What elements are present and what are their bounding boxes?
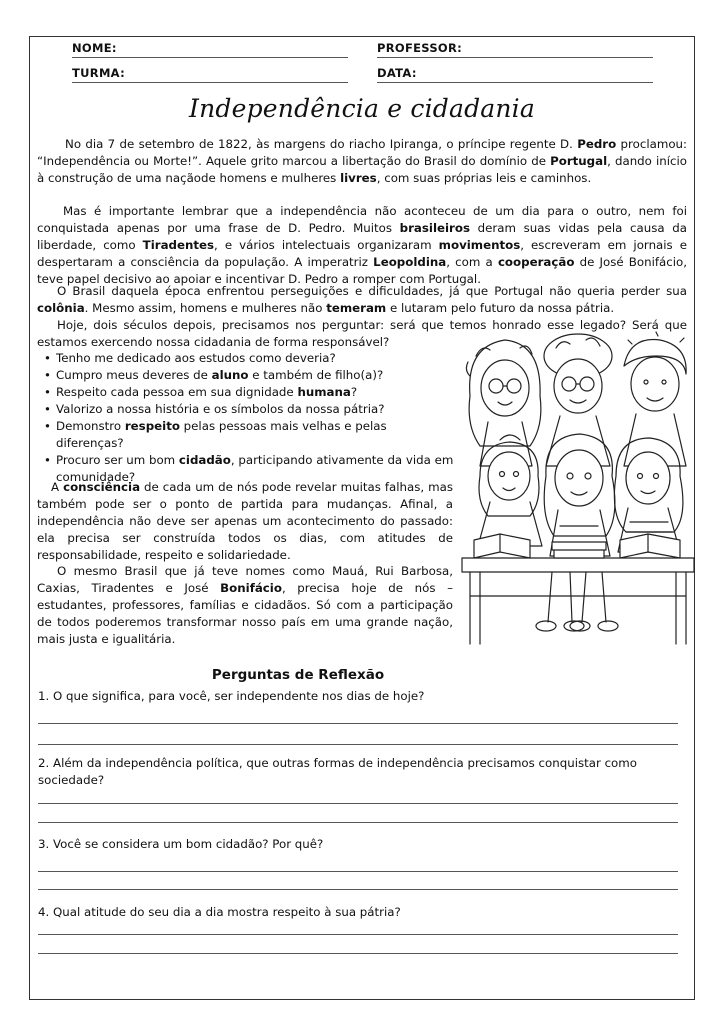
children-classroom-illustration (460, 326, 696, 652)
bullet-item: • Tenho me dedicado aos estudos como deveria? (38, 350, 456, 367)
answer-line[interactable] (38, 871, 678, 872)
turma-line[interactable] (72, 82, 348, 83)
child-back-left (466, 340, 540, 466)
paragraph-1: No dia 7 de setembro de 1822, às margens do riacho Ipiranga, o príncipe regente D. Pedro proclamou: “Independência ou Morte!”. Aquele grito marcou a libertação do Brasil do domínio de Portugal, dando início à construção de uma naçãode homens e mulheres livres, com suas próprias leis e caminhos. (37, 137, 688, 185)
answer-line[interactable] (38, 953, 678, 954)
reflection-heading: Perguntas de Reflexão (211, 667, 385, 683)
child-front-middle (544, 434, 615, 556)
paragraph-5: A consciência de cada um de nós pode revelar muitas falhas, mas também pode ser o ponto de partida para mudanças. Afinal, a independência não deve ser apenas um acontecimento do passado: ela precisa ser construída todos os dias, com atitudes de responsabilidade, respeito e solidariedade. (37, 480, 453, 562)
answer-line[interactable] (38, 744, 678, 745)
paragraph-2: Mas é importante lembrar que a independência não aconteceu de um dia para o outro, nem foi conquistada apenas por uma frase de D. Pedro. Muitos brasileiros deram suas vidas pela causa da liberdade, como Tiradentes, e vários intelectuais organizaram movimentos, escreveram em jornais e despertaram a consciência da população. A imperatriz Leopoldina, com a cooperação de José Bonifácio, teve papel decisivo ao apoiar e incentivar D. Pedro a romper com Portugal. (37, 204, 687, 286)
nome-line[interactable] (72, 57, 348, 58)
feet (536, 572, 618, 631)
child-back-right (624, 332, 686, 466)
bullet-item: • Demonstro respeito pelas pessoas mais velhas e pelas diferenças? (38, 418, 456, 452)
data-label: DATA: (377, 66, 417, 80)
nome-label: NOME: (72, 41, 117, 55)
turma-label: TURMA: (72, 66, 125, 80)
child-front-left (478, 435, 542, 546)
question-1: 1. O que significa, para você, ser independente nos dias de hoje? (38, 689, 425, 703)
bullet-item: • Cumpro meus deveres de aluno e também de filho(a)? (38, 367, 456, 384)
bullet-item: • Procuro ser um bom cidadão, participando ativamente da vida em comunidade? (38, 452, 456, 486)
professor-line[interactable] (377, 57, 653, 58)
answer-line[interactable] (38, 822, 678, 823)
paragraph-4: Hoje, dois séculos depois, precisamos nos perguntar: será que temos honrado esse legado? Será que estamos exercendo nossa cidadania de forma responsável? (37, 318, 687, 349)
question-2: 2. Além da independência política, que outras formas de independência precisamos conquistar como sociedade? (38, 756, 637, 787)
professor-label: PROFESSOR: (377, 41, 463, 55)
bullet-item: • Valorizo a nossa história e os símbolos da nossa pátria? (38, 401, 456, 418)
child-back-middle (544, 334, 612, 466)
bullet-item: • Respeito cada pessoa em sua dignidade humana? (38, 384, 456, 401)
data-line[interactable] (377, 82, 653, 83)
answer-line[interactable] (38, 889, 678, 890)
question-3: 3. Você se considera um bom cidadão? Por quê? (38, 837, 324, 851)
answer-line[interactable] (38, 803, 678, 804)
answer-line[interactable] (38, 723, 678, 724)
books (474, 534, 680, 558)
answer-line[interactable] (38, 934, 678, 935)
page-title: Independência e cidadania (189, 94, 535, 123)
question-4: 4. Qual atitude do seu dia a dia mostra respeito à sua pátria? (38, 905, 401, 919)
paragraph-3: O Brasil daquela época enfrentou perseguições e dificuldades, já que Portugal não queria perder sua colônia. Mesmo assim, homens e mulheres não temeram e lutaram pelo futuro da nossa pátria. (37, 284, 687, 315)
paragraph-6: O mesmo Brasil que já teve nomes como Mauá, Rui Barbosa, Caxias, Tiradentes e José Bonifácio, precisa hoje de nós – estudantes, professores, famílias e cidadãos. Só com a participação de todos poderemos transformar nosso país em uma grande nação, mais justa e igualitária. (37, 564, 453, 646)
reflection-bullet-list (38, 350, 456, 486)
